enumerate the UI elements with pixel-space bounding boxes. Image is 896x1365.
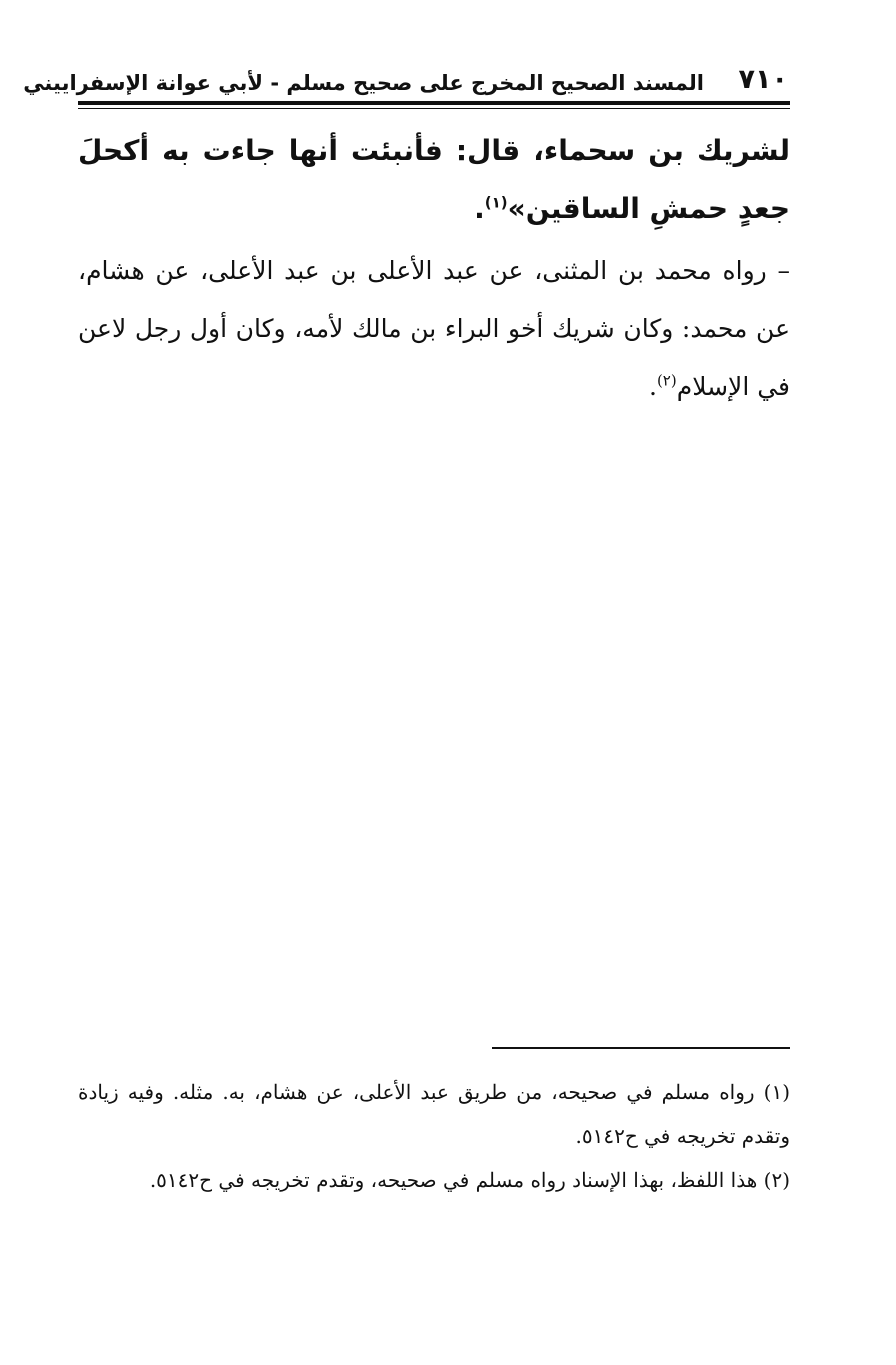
narration-paragraph bbox=[78, 242, 790, 416]
footnote-marker: (١) bbox=[763, 1080, 790, 1104]
footnote-ref-1[interactable]: (١) bbox=[484, 193, 508, 212]
footnote-1 bbox=[78, 1070, 790, 1158]
narration-text: – رواه محمد بن المثنى، عن عبد الأعلى بن عبد الأعلى، عن هشام، عن محمد: وكان شريك أخو البراء بن مالك لأمه، وكان أول رجل لاعن في الإسلام bbox=[78, 256, 790, 401]
footnote-text: رواه مسلم في صحيحه، من طريق عبد الأعلى، عن هشام، به. مثله. وفيه زيادة وتقدم تخريجه في ح٥١٤٢. bbox=[78, 1080, 790, 1148]
footnote-ref-2[interactable]: (٢) bbox=[656, 371, 677, 390]
footnote-separator bbox=[492, 1047, 790, 1049]
main-text bbox=[78, 122, 790, 416]
hadith-text: لشريك بن سحماء، قال: فأنبئت أنها جاءت به أكحلَ جعدٍ حمشِ الساقين» bbox=[78, 134, 790, 225]
footnote-2 bbox=[78, 1158, 790, 1202]
running-title: المسند الصحيح المخرج على صحيح مسلم - لأبي عوانة الإسفراييني bbox=[23, 71, 704, 95]
hadith-end-mark: . bbox=[474, 192, 485, 225]
narration-end-mark: . bbox=[648, 372, 657, 401]
header-rule-thin bbox=[78, 108, 790, 109]
header-rule-thick bbox=[78, 101, 790, 105]
hadith-paragraph bbox=[78, 122, 790, 238]
footnote-marker: (٢) bbox=[763, 1168, 790, 1192]
footnotes bbox=[78, 1070, 790, 1202]
page-number: ٧١٠ bbox=[738, 64, 788, 95]
footnote-text: هذا اللفظ، بهذا الإسناد رواه مسلم في صحيحه، وتقدم تخريجه في ح٥١٤٢. bbox=[149, 1168, 758, 1192]
page-header bbox=[23, 60, 788, 98]
